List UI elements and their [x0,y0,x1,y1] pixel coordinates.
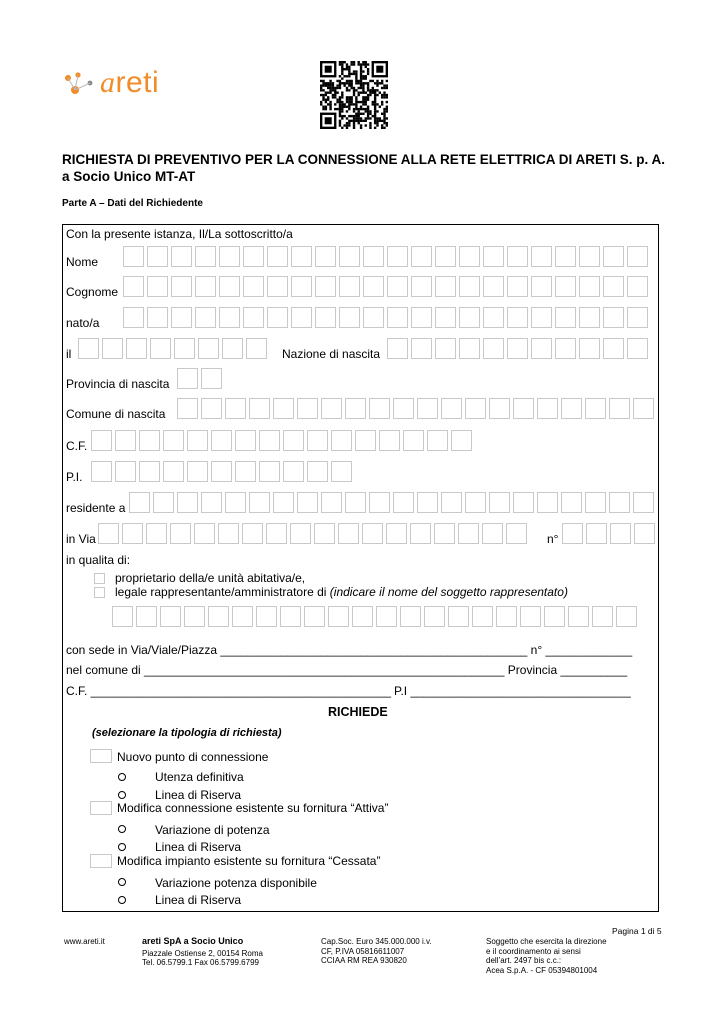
char-box[interactable] [448,606,469,627]
modifica-cessata-checkbox[interactable] [90,854,112,868]
footer-capital-block: Cap.Soc. Euro 345.000.000 i.v. CF, P.IVA 05816611007 CCIAA RM REA 930820 [321,937,432,965]
char-box[interactable] [102,338,123,359]
nazione-label: Nazione di nascita [282,347,381,361]
char-box[interactable] [579,246,600,267]
char-box[interactable] [290,523,311,544]
selezionare-note: (selezionare la tipologia di richiesta) [92,727,282,739]
intro-text: Con la presente istanza, Il/La sottoscritto/a [66,227,293,241]
footer-website[interactable]: www.areti.it [64,937,105,946]
char-box[interactable] [465,398,486,419]
char-box[interactable] [537,492,558,513]
footer-company-block: areti SpA a Socio Unico Piazzale Ostiense 2, 00154 Roma Tel. 06.5799.1 Fax 06.5799.6799 [142,936,263,967]
char-box[interactable] [562,523,583,544]
char-box[interactable] [177,492,198,513]
char-box[interactable] [235,461,256,482]
char-box[interactable] [459,307,480,328]
modifica-attiva-label: Modifica connessione esistente su fornitura “Attiva” [117,801,389,815]
char-box[interactable] [459,246,480,267]
char-box[interactable] [219,246,240,267]
numero-label: n° [547,532,559,546]
char-box[interactable] [483,246,504,267]
char-box[interactable] [393,492,414,513]
char-box[interactable] [297,398,318,419]
char-box[interactable] [586,523,607,544]
char-box[interactable] [472,606,493,627]
char-box[interactable] [496,606,517,627]
char-box[interactable] [219,276,240,297]
riserva3-radio[interactable] [118,896,126,904]
nato-label: nato/a [66,316,100,330]
char-box[interactable] [561,492,582,513]
nazione-boxes[interactable] [387,338,651,359]
char-box[interactable] [122,523,143,544]
char-box[interactable] [91,461,112,482]
char-box[interactable] [211,461,232,482]
char-box[interactable] [195,246,216,267]
char-box[interactable] [315,276,336,297]
il-label: il [66,347,72,361]
char-box[interactable] [482,523,503,544]
char-box[interactable] [483,307,504,328]
utenza-label: Utenza definitiva [155,770,244,784]
char-box[interactable] [177,398,198,419]
char-box[interactable] [139,461,160,482]
char-box[interactable] [459,276,480,297]
char-box[interactable] [160,606,181,627]
char-box[interactable] [218,523,239,544]
char-box[interactable] [283,461,304,482]
areti-logo-text: areti [100,66,160,99]
char-box[interactable] [585,398,606,419]
char-box[interactable] [297,492,318,513]
char-box[interactable] [610,523,631,544]
variazione-disponibile-label: Variazione potenza disponibile [155,876,317,890]
pi-line[interactable]: P.I _________________________________ [394,684,631,698]
char-box[interactable] [441,398,462,419]
variazione-disponibile-radio[interactable] [118,878,126,886]
char-box[interactable] [592,606,613,627]
char-box[interactable] [609,398,630,419]
char-box[interactable] [194,523,215,544]
char-box[interactable] [146,523,167,544]
il-boxes[interactable] [78,338,270,359]
char-box[interactable] [627,276,648,297]
char-box[interactable] [417,398,438,419]
char-box[interactable] [195,276,216,297]
char-box[interactable] [507,246,528,267]
char-box[interactable] [451,430,472,451]
areti-logo-icon [62,70,98,100]
char-box[interactable] [369,492,390,513]
char-box[interactable] [386,523,407,544]
char-box[interactable] [163,430,184,451]
char-box[interactable] [315,307,336,328]
sede-line[interactable]: con sede in Via/Viale/Piazza ______________________________________________ n° _____________ [66,643,633,657]
char-box[interactable] [513,492,534,513]
char-box[interactable] [208,606,229,627]
char-box[interactable] [331,461,352,482]
char-box[interactable] [410,523,431,544]
title-line-2: a Socio Unico MT-AT [62,169,196,184]
char-box[interactable] [555,307,576,328]
variazione-potenza-label: Variazione di potenza [155,823,270,837]
char-box[interactable] [603,338,624,359]
char-box[interactable] [331,430,352,451]
nome-boxes[interactable] [123,246,651,267]
char-box[interactable] [531,246,552,267]
char-box[interactable] [201,398,222,419]
via-boxes[interactable] [98,523,530,544]
char-box[interactable] [123,276,144,297]
char-box[interactable] [387,307,408,328]
proprietario-checkbox[interactable] [94,573,105,584]
char-box[interactable] [91,430,112,451]
char-box[interactable] [243,307,264,328]
title-line-1: RICHIESTA DI PREVENTIVO PER LA CONNESSIONE ALLA RETE ELETTRICA DI ARETI S. p. A. [62,152,666,167]
char-box[interactable] [307,430,328,451]
char-box[interactable] [555,246,576,267]
modifica-cessata-label: Modifica impianto esistente su fornitura “Cessata” [117,854,381,868]
char-box[interactable] [187,461,208,482]
char-box[interactable] [198,338,219,359]
char-box[interactable] [369,398,390,419]
char-box[interactable] [345,492,366,513]
char-box[interactable] [507,276,528,297]
char-box[interactable] [513,398,534,419]
char-box[interactable] [627,307,648,328]
char-box[interactable] [249,492,270,513]
char-box[interactable] [136,606,157,627]
char-box[interactable] [321,492,342,513]
char-box[interactable] [507,338,528,359]
char-box[interactable] [489,492,510,513]
char-box[interactable] [163,461,184,482]
cf-label: C.F. [66,439,88,453]
char-box[interactable] [634,523,655,544]
provincia-nascita-label: Provincia di nascita [66,377,170,391]
char-box[interactable] [126,338,147,359]
char-box[interactable] [387,246,408,267]
char-box[interactable] [339,246,360,267]
char-box[interactable] [363,276,384,297]
char-box[interactable] [609,492,630,513]
modifica-attiva-checkbox[interactable] [90,801,112,815]
char-box[interactable] [627,338,648,359]
char-box[interactable] [177,368,198,389]
char-box[interactable] [153,492,174,513]
cognome-label: Cognome [66,285,119,299]
char-box[interactable] [403,430,424,451]
char-box[interactable] [256,606,277,627]
char-box[interactable] [147,307,168,328]
document-title [62,151,682,185]
char-box[interactable] [338,523,359,544]
char-box[interactable] [483,276,504,297]
char-box[interactable] [579,338,600,359]
char-box[interactable] [243,246,264,267]
char-box[interactable] [78,338,99,359]
char-box[interactable] [321,398,342,419]
char-box[interactable] [435,338,456,359]
page-number: Pagina 1 di 5 [612,926,662,936]
char-box[interactable] [170,523,191,544]
char-box[interactable] [520,606,541,627]
pi-label: P.I. [66,470,83,484]
rappresentato-boxes[interactable] [112,606,640,627]
char-box[interactable] [561,398,582,419]
char-box[interactable] [195,307,216,328]
char-box[interactable] [603,276,624,297]
char-box[interactable] [633,398,654,419]
char-box[interactable] [387,276,408,297]
char-box[interactable] [314,523,335,544]
riserva1-label: Linea di Riserva [155,788,242,802]
char-box[interactable] [507,307,528,328]
qr-code-icon [320,61,388,129]
char-box[interactable] [222,338,243,359]
char-box[interactable] [363,307,384,328]
residente-label: residente a [66,501,126,515]
char-box[interactable] [585,492,606,513]
char-box[interactable] [115,461,136,482]
char-box[interactable] [225,398,246,419]
char-box[interactable] [376,606,397,627]
char-box[interactable] [171,246,192,267]
char-box[interactable] [242,523,263,544]
char-box[interactable] [506,523,527,544]
char-box[interactable] [435,246,456,267]
cf-boxes[interactable] [91,430,475,451]
nuovo-checkbox[interactable] [90,749,112,763]
char-box[interactable] [458,523,479,544]
char-box[interactable] [411,276,432,297]
char-box[interactable] [435,276,456,297]
char-box[interactable] [355,430,376,451]
variazione-potenza-radio[interactable] [118,825,126,833]
footer-direction-block: Soggetto che esercita la direzione e il coordinamento ai sensi dell’art. 2497 bis c.c.: Acea S.p.A. - CF 05394801004 [486,937,607,975]
char-box[interactable] [531,307,552,328]
char-box[interactable] [489,398,510,419]
char-box[interactable] [434,523,455,544]
legale-label: legale rappresentante/amministratore di (indicare il nome del soggetto rappresentato) [115,585,568,599]
nome-label: Nome [66,255,99,269]
char-box[interactable] [315,246,336,267]
riserva1-radio[interactable] [118,791,126,799]
char-box[interactable] [465,492,486,513]
char-box[interactable] [123,246,144,267]
char-box[interactable] [568,606,589,627]
proprietario-label: proprietario della/e unità abitativa/e, [115,571,306,585]
pi-boxes[interactable] [91,461,355,482]
char-box[interactable] [411,338,432,359]
char-box[interactable] [267,246,288,267]
char-box[interactable] [363,246,384,267]
cf-line[interactable]: C.F. _____________________________________________ [66,684,391,698]
char-box[interactable] [171,276,192,297]
char-box[interactable] [393,398,414,419]
char-box[interactable] [531,276,552,297]
nato-boxes[interactable] [123,307,651,328]
char-box[interactable] [427,430,448,451]
section-heading: Parte A – Dati del Richiedente [62,198,203,209]
char-box[interactable] [579,276,600,297]
char-box[interactable] [633,492,654,513]
char-box[interactable] [235,430,256,451]
char-box[interactable] [139,430,160,451]
char-box[interactable] [267,276,288,297]
comune-line[interactable]: nel comune di ______________________________________________________ Provincia __________ [66,663,628,677]
char-box[interactable] [259,461,280,482]
char-box[interactable] [267,307,288,328]
comune-nascita-boxes[interactable] [177,398,657,419]
char-box[interactable] [339,276,360,297]
char-box[interactable] [259,430,280,451]
via-label: in Via [66,532,96,546]
char-box[interactable] [379,430,400,451]
char-box[interactable] [115,430,136,451]
char-box[interactable] [266,523,287,544]
riserva3-label: Linea di Riserva [155,893,242,907]
char-box[interactable] [201,492,222,513]
char-box[interactable] [339,307,360,328]
char-box[interactable] [123,307,144,328]
char-box[interactable] [112,606,133,627]
char-box[interactable] [147,276,168,297]
char-box[interactable] [249,398,270,419]
char-box[interactable] [150,338,171,359]
char-box[interactable] [129,492,150,513]
char-box[interactable] [201,368,222,389]
char-box[interactable] [352,606,373,627]
char-box[interactable] [291,246,312,267]
char-box[interactable] [417,492,438,513]
char-box[interactable] [219,307,240,328]
char-box[interactable] [424,606,445,627]
char-box[interactable] [187,430,208,451]
char-box[interactable] [435,307,456,328]
char-box[interactable] [441,492,462,513]
char-box[interactable] [280,606,301,627]
char-box[interactable] [307,461,328,482]
legale-checkbox[interactable] [94,587,105,598]
comune-nascita-label: Comune di nascita [66,407,166,421]
char-box[interactable] [225,492,246,513]
char-box[interactable] [362,523,383,544]
char-box[interactable] [174,338,195,359]
cognome-boxes[interactable] [123,276,651,297]
char-box[interactable] [537,398,558,419]
char-box[interactable] [555,338,576,359]
riserva2-radio[interactable] [118,843,126,851]
char-box[interactable] [273,492,294,513]
utenza-radio[interactable] [118,773,126,781]
char-box[interactable] [555,276,576,297]
char-box[interactable] [171,307,192,328]
char-box[interactable] [616,606,637,627]
char-box[interactable] [184,606,205,627]
char-box[interactable] [304,606,325,627]
char-box[interactable] [579,307,600,328]
char-box[interactable] [232,606,253,627]
char-box[interactable] [243,276,264,297]
provincia-nascita-boxes[interactable] [177,368,225,389]
char-box[interactable] [411,246,432,267]
char-box[interactable] [273,398,294,419]
char-box[interactable] [400,606,421,627]
char-box[interactable] [211,430,232,451]
residente-boxes[interactable] [129,492,657,513]
char-box[interactable] [345,398,366,419]
char-box[interactable] [291,276,312,297]
char-box[interactable] [291,307,312,328]
char-box[interactable] [483,338,504,359]
char-box[interactable] [603,246,624,267]
char-box[interactable] [98,523,119,544]
nuovo-label: Nuovo punto di connessione [117,750,269,764]
richiede-heading: RICHIEDE [328,705,388,719]
char-box[interactable] [328,606,349,627]
char-box[interactable] [603,307,624,328]
char-box[interactable] [283,430,304,451]
char-box[interactable] [387,338,408,359]
char-box[interactable] [459,338,480,359]
char-box[interactable] [246,338,267,359]
qualita-label: in qualita di: [66,553,131,567]
char-box[interactable] [627,246,648,267]
riserva2-label: Linea di Riserva [155,840,242,854]
char-box[interactable] [411,307,432,328]
char-box[interactable] [147,246,168,267]
numero-boxes[interactable] [562,523,658,544]
char-box[interactable] [531,338,552,359]
char-box[interactable] [544,606,565,627]
